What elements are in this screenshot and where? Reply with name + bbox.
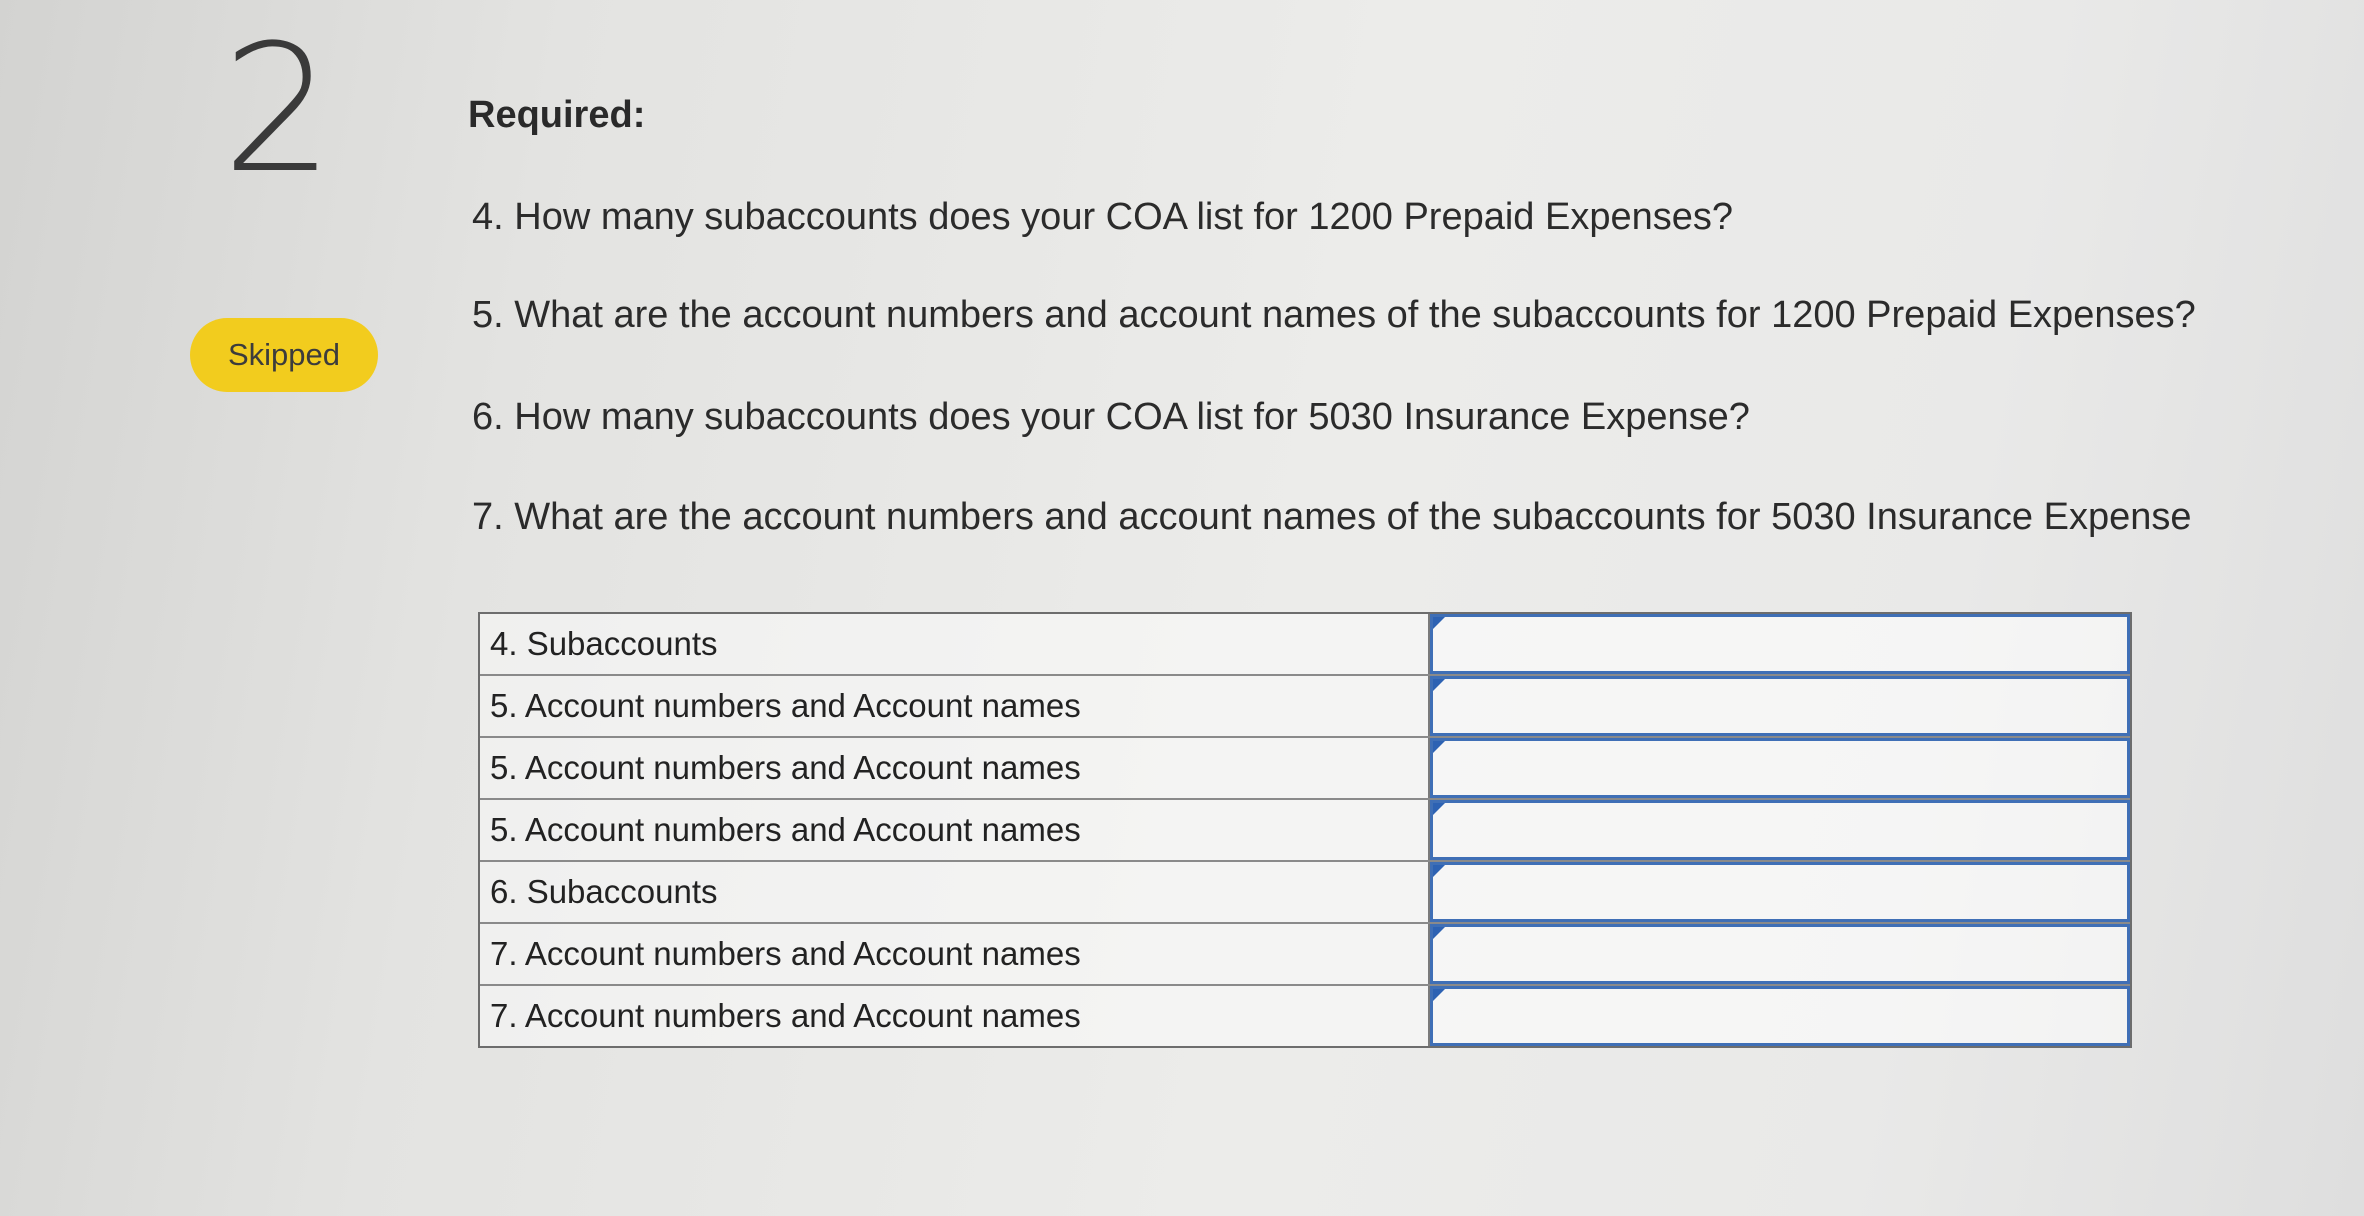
row-label: 5. Account numbers and Account names	[480, 738, 1430, 798]
prompt-7: 7. What are the account numbers and account names of the subaccounts for 5030 Insurance Expense	[472, 496, 2192, 538]
prompt-5: 5. What are the account numbers and account names of the subaccounts for 1200 Prepaid Expenses?	[472, 294, 2196, 336]
prompt-6: 6. How many subaccounts does your COA list for 5030 Insurance Expense?	[472, 396, 1750, 438]
answer-input-6-subaccounts[interactable]	[1430, 862, 2130, 922]
table-row	[480, 674, 2130, 736]
table-row	[480, 798, 2130, 860]
row-label: 6. Subaccounts	[480, 862, 1430, 922]
row-label: 7. Account numbers and Account names	[480, 924, 1430, 984]
answer-input-5-account-2[interactable]	[1430, 738, 2130, 798]
table-row	[480, 614, 2130, 674]
required-heading: Required:	[468, 94, 646, 136]
table-row	[480, 860, 2130, 922]
answer-input-4-subaccounts[interactable]	[1430, 614, 2130, 674]
row-label: 7. Account numbers and Account names	[480, 986, 1430, 1046]
table-row	[480, 984, 2130, 1046]
answer-input-5-account-1[interactable]	[1430, 676, 2130, 736]
prompt-4: 4. How many subaccounts does your COA list for 1200 Prepaid Expenses?	[472, 196, 1734, 238]
row-label: 4. Subaccounts	[480, 614, 1430, 674]
question-number: 2	[222, 7, 334, 212]
answer-input-5-account-3[interactable]	[1430, 800, 2130, 860]
row-label: 5. Account numbers and Account names	[480, 800, 1430, 860]
answer-table	[478, 612, 2132, 1048]
table-row	[480, 922, 2130, 984]
status-badge-skipped: Skipped	[190, 318, 378, 392]
answer-input-7-account-2[interactable]	[1430, 986, 2130, 1046]
table-row	[480, 736, 2130, 798]
row-label: 5. Account numbers and Account names	[480, 676, 1430, 736]
answer-input-7-account-1[interactable]	[1430, 924, 2130, 984]
